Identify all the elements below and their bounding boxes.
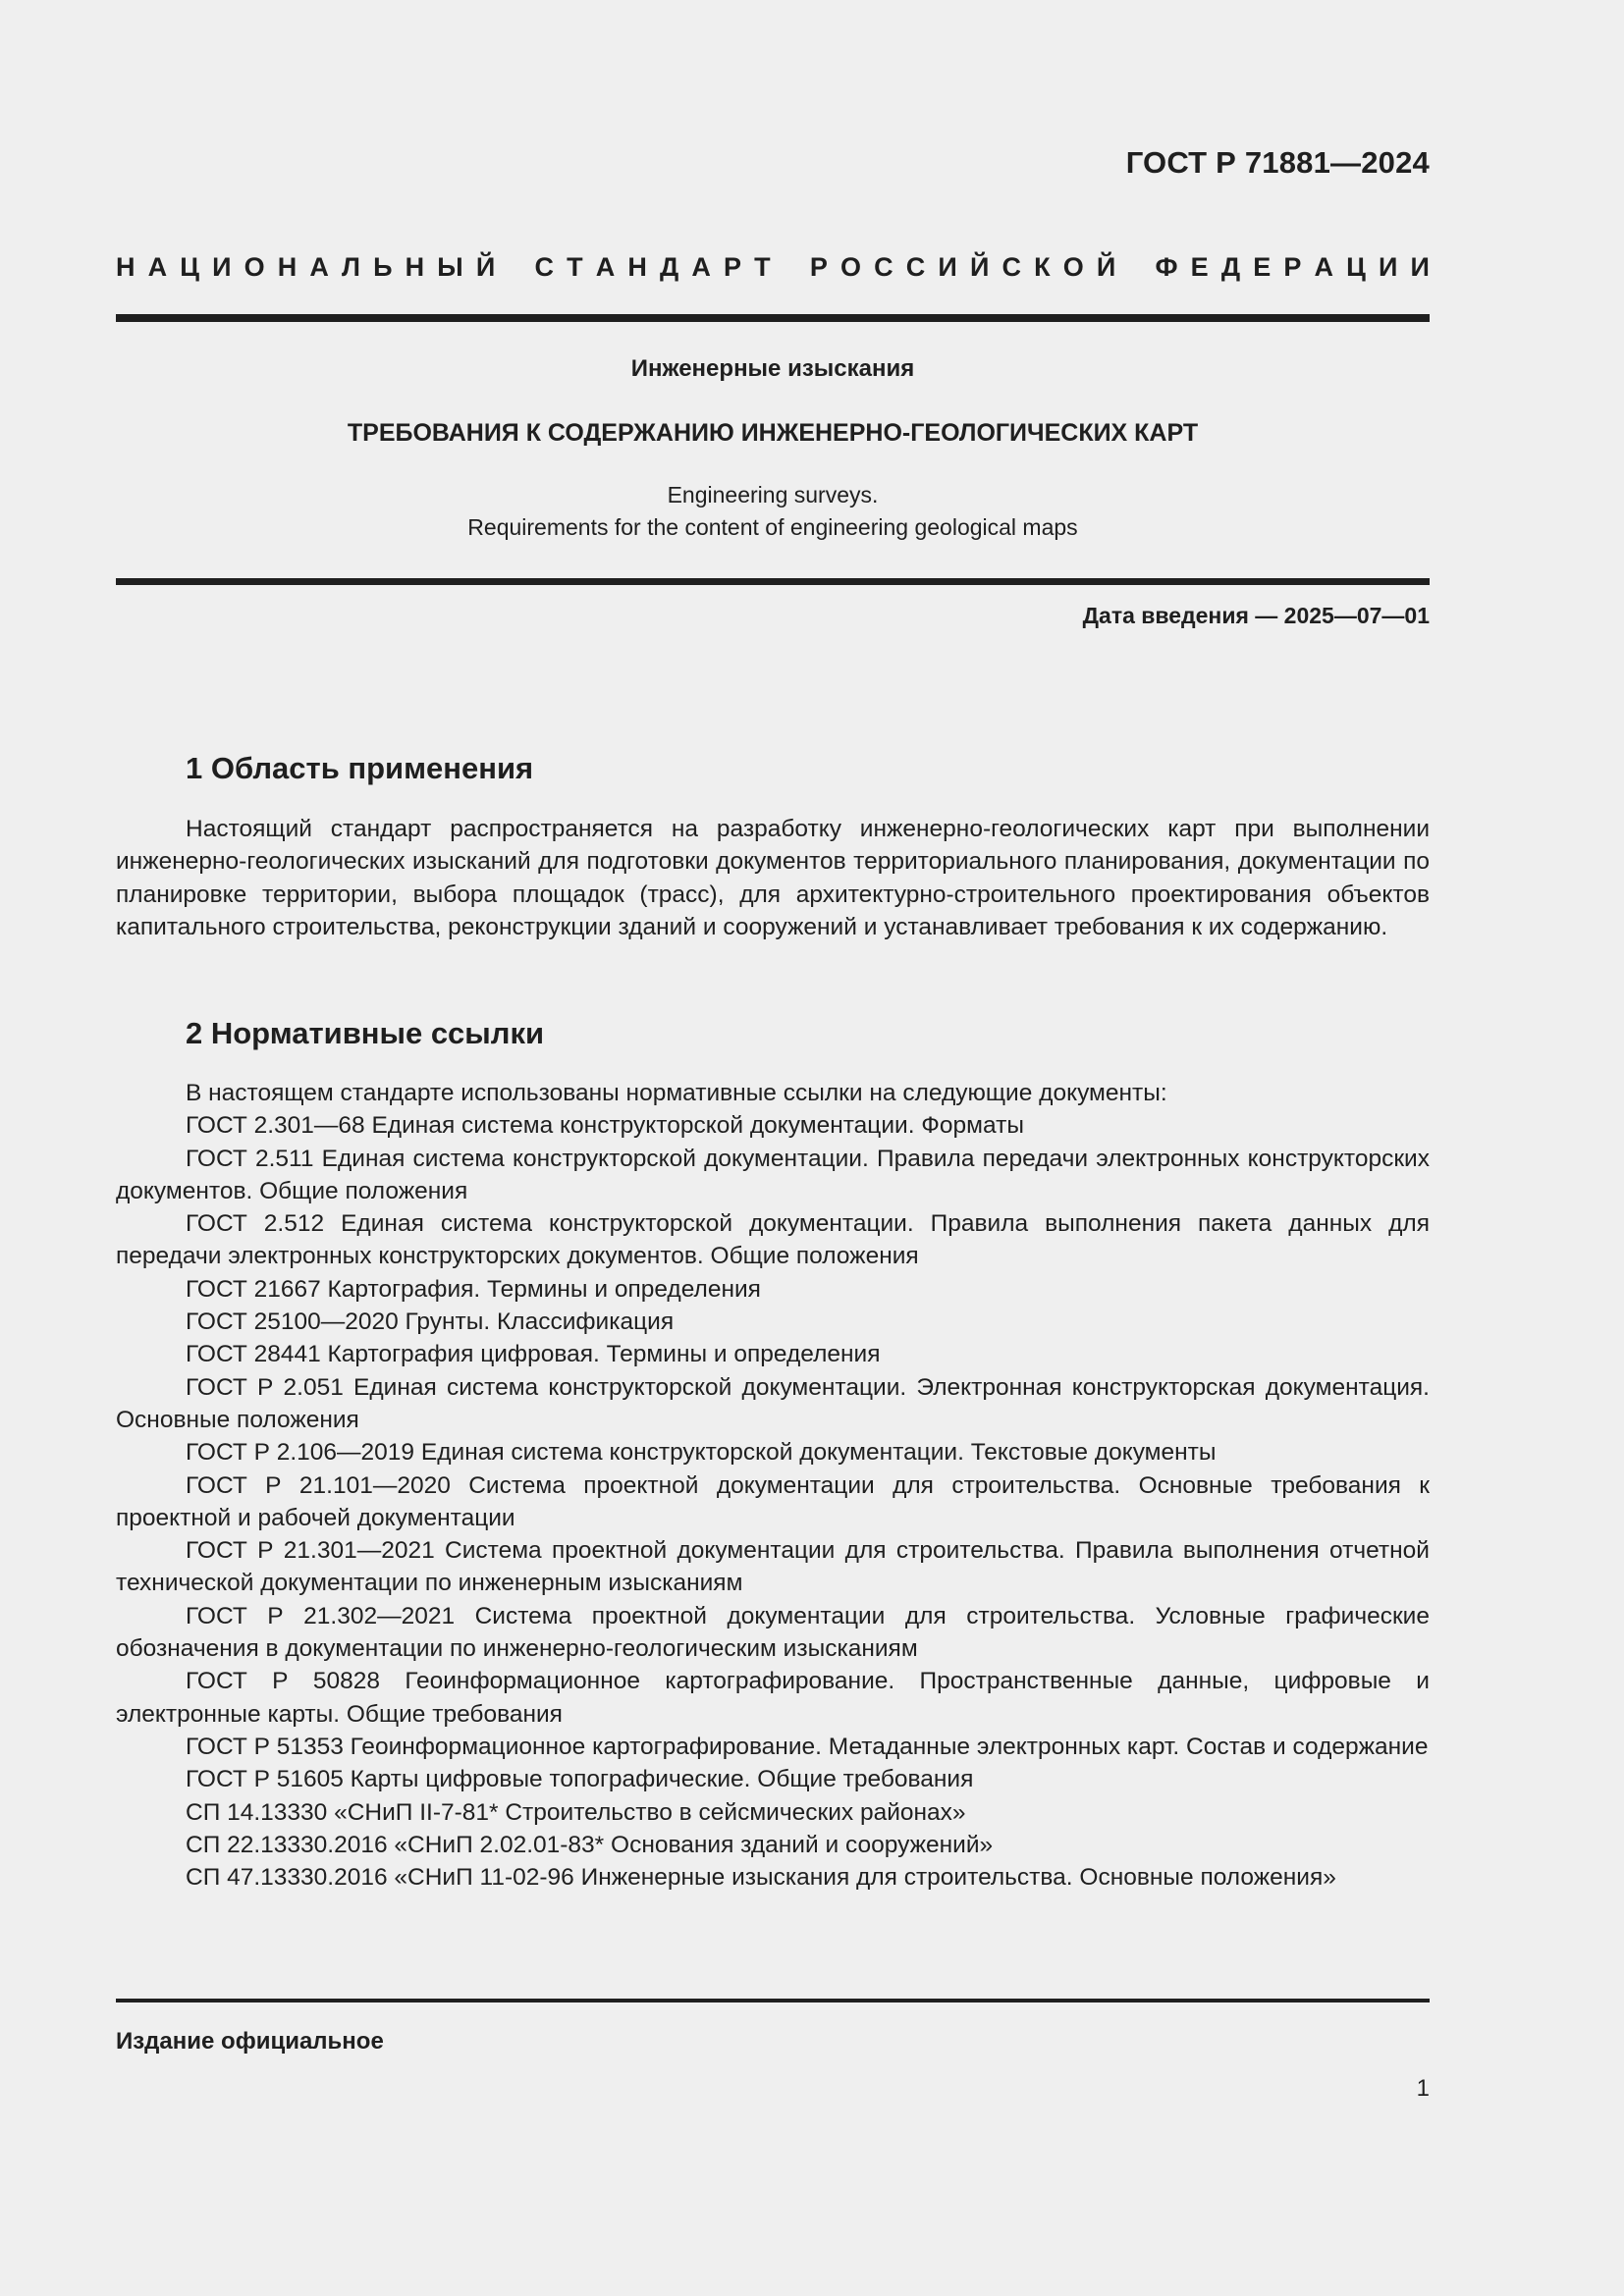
section-2-heading: 2 Нормативные ссылки [186, 1016, 545, 1050]
official-edition-label: Издание официальное [116, 2028, 384, 2055]
reference-item: ГОСТ Р 21.101—2020 Система проектной документации для строительства. Основные требования к проектной и рабочей документации [116, 1471, 1430, 1531]
reference-item: СП 22.13330.2016 «СНиП 2.02.01-83* Основания зданий и сооружений» [186, 1831, 994, 1858]
introduction-date: Дата введения — 2025—07—01 [1082, 603, 1430, 628]
national-standard-title: Н А Ц И О Н А Л Ь Н Ы Й С Т А Н Д А Р Т Р О С С И Й С К О Й Ф Е Д Е Р А Ц И И [116, 252, 1430, 282]
section-1-body [116, 813, 1430, 943]
reference-item: ГОСТ 28441 Картография цифровая. Термины и определения [186, 1341, 881, 1368]
reference-item: СП 47.13330.2016 «СНиП 11-02-96 Инженерные изыскания для строительства. Основные положения» [186, 1864, 1336, 1892]
header-divider [116, 314, 1430, 322]
standard-subject: Инженерные изыскания [630, 355, 915, 382]
references-intro: В настоящем стандарте использованы нормативные ссылки на следующие документы: [186, 1080, 1167, 1106]
reference-item: ГОСТ Р 51605 Карты цифровые топографические. Общие требования [186, 1766, 974, 1793]
document-number: ГОСТ Р 71881—2024 [1125, 145, 1430, 180]
reference-item: ГОСТ Р 2.051 Единая система конструкторской документации. Электронная конструкторская документация. Основные положения [116, 1373, 1430, 1433]
standard-title-en-line1: Engineering surveys. [667, 482, 879, 507]
reference-item: ГОСТ Р 21.302—2021 Система проектной документации для строительства. Условные графические обозначения в документации по инженерно-геологическим изысканиям [116, 1602, 1430, 1663]
reference-item: ГОСТ Р 21.301—2021 Система проектной документации для строительства. Правила выполнения отчетной технической документации по инженерным изысканиям [116, 1537, 1430, 1597]
standard-title-ru: ТРЕБОВАНИЯ К СОДЕРЖАНИЮ ИНЖЕНЕРНО-ГЕОЛОГИЧЕСКИХ КАРТ [347, 419, 1199, 447]
page-number: 1 [1416, 2075, 1430, 2102]
footer-divider [116, 1999, 1430, 2002]
title-divider [116, 578, 1430, 585]
reference-item: ГОСТ Р 50828 Геоинформационное картографирование. Пространственные данные, цифровые и электронные карты. Общие требования [116, 1668, 1430, 1728]
reference-item: ГОСТ Р 51353 Геоинформационное картографирование. Метаданные электронных карт. Состав и содержание [186, 1733, 1429, 1760]
reference-item: ГОСТ 2.301—68 Единая система конструкторской документации. Форматы [186, 1112, 1024, 1140]
reference-item: ГОСТ Р 2.106—2019 Единая система конструкторской документации. Текстовые документы [186, 1439, 1217, 1467]
references-list [116, 1077, 1430, 1894]
section-1-heading: 1 Область применения [186, 751, 534, 785]
reference-item: ГОСТ 2.512 Единая система конструкторской документации. Правила выполнения пакета данных для передачи электронных конструкторских документов. Общие положения [116, 1210, 1430, 1270]
reference-item: ГОСТ 21667 Картография. Термины и определения [186, 1275, 761, 1303]
reference-item: ГОСТ 2.511 Единая система конструкторской документации. Правила передачи электронных конструкторских документов. Общие положения [116, 1145, 1430, 1204]
standard-title-en-line2: Requirements for the content of engineering geological maps [467, 514, 1078, 540]
reference-item: ГОСТ 25100—2020 Грунты. Классификация [186, 1308, 675, 1336]
scope-paragraph: Настоящий стандарт распространяется на разработку инженерно-геологических карт при выполнении инженерно-геологических изысканий для подготовки документов территориального планирования, документации по планировке территории, выбора площадок (трасс), для архитектурно-строительного проектирования объектов капитального строительства, реконструкции зданий и сооружений и устанавливает требования к их содержанию. [116, 816, 1430, 940]
reference-item: СП 14.13330 «СНиП II-7-81* Строительство в сейсмических районах» [186, 1798, 966, 1826]
